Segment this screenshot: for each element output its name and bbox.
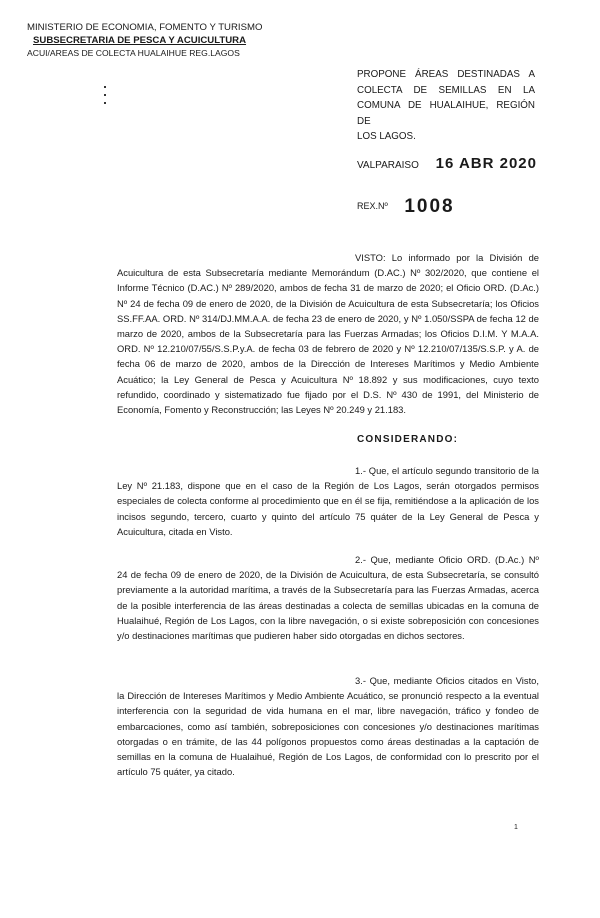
date-line xyxy=(357,155,537,172)
place-name: VALPARAISO xyxy=(357,160,419,171)
subject-line: COLECTA DE SEMILLAS EN LA xyxy=(357,84,535,96)
document-reference: ACUI/AREAS DE COLECTA HUALAIHUE REG.LAGOS xyxy=(27,48,240,58)
considerando-1 xyxy=(117,463,539,539)
subject-line: COMUNA DE HUALAIHUE, REGIÓN DE xyxy=(357,100,535,127)
resolution-number-line xyxy=(357,196,455,218)
margin-marks xyxy=(104,86,108,110)
rex-label: REX.Nº xyxy=(357,201,388,211)
rex-number-stamp: 1008 xyxy=(404,196,455,217)
considerando-heading: CONSIDERANDO: xyxy=(357,434,459,445)
document-subject xyxy=(357,67,535,145)
letterhead xyxy=(27,22,262,60)
considerando-text: 3.- Que, mediante Oficios citados en Visto, la Dirección de Intereses Marítimos y Medio Ambiente Acuático, se pronunció respecto a la eventual interferencia con la seguridad de vida humana en el mar, libre navegación, tráfico y fondeo de embarcaciones, como así también, sobreposiciones con concesiones y/o destinaciones marítimas otorgadas o en trámite, de las 44 polígonos propuestos como áreas destinadas a la captación de semillas en la comuna de Hualaihué, Región de Los Lagos, de conformidad con lo prescrito por el artículo 75 quáter, ya citado. xyxy=(117,675,539,778)
subject-line: LOS LAGOS. xyxy=(357,131,416,142)
date-stamp: 16 ABR 2020 xyxy=(435,155,537,172)
considerando-text: 2.- Que, mediante Oficio ORD. (D.Ac.) Nº 24 de fecha 09 de enero de 2020, de la División de Acuicultura, de esta Subsecretaría, se consultó previamente a la autoridad marítima, a través de la Subsecretaría para las Fuerzas Armadas, acerca de la posible interferencia de las áreas destinadas a colecta de semillas ubicadas en la comuna de Hualaihué, Región de Los Lagos, con la libre navegación, o si existe sobreposición con concesiones y/o destinaciones marítimas que pudieren haber sido otorgadas en dichos sectores. xyxy=(117,554,539,642)
visto-text: VISTO: Lo informado por la División de Acuicultura de esta Subsecretaría mediante Memorándum (D.AC.) Nº 302/2020, que contiene el Informe Técnico (D.AC.) Nº 289/2020, ambos de fecha 31 de marzo de 2020; el Oficio ORD. (D.Ac.) Nº 24 de fecha 09 de enero de 2020, de la División de Acuicultura de esta Subsecretaría; los Oficios SS.FF.AA. ORD. Nº 314/DJ.MM.A.A. de fecha 23 de enero de 2020, y Nº 1.050/SSPA de fecha 12 de marzo de 2020, ambos de la Subsecretaría para las Fuerzas Armadas; los Oficios D.I.M. Y M.A.A. ORD. Nº 12.210/07/55/S.S.P.y.A. de fecha 03 de febrero de 2020 y Nº 12.210/07/135/S.S.P. y A. de fecha 06 de marzo de 2020, ambos de la Dirección de Intereses Marítimos y Medio Ambiente Acuático; la Ley General de Pesca y Acuicultura Nº 18.892 y sus modificaciones, cuyo texto refundido, coordinado y sistematizado fue fijado por el D.S. Nº 430 de 1991, del Ministerio de Economía, Fomento y Reconstrucción; las Leyes Nº 20.249 y 21.183. xyxy=(117,252,539,416)
subsecretaria-name: SUBSECRETARIA DE PESCA Y ACUICULTURA xyxy=(33,34,247,46)
ministry-name: MINISTERIO DE ECONOMIA, FOMENTO Y TURISMO xyxy=(27,22,263,33)
page-number: 1 xyxy=(514,824,518,831)
subject-line: PROPONE ÁREAS DESTINADAS A xyxy=(357,69,535,80)
considerando-text: 1.- Que, el artículo segundo transitorio de la Ley Nº 21.183, dispone que en el caso de la Región de Los Lagos, serán otorgados permisos especiales de colecta conforme al procedimiento que en él se fija, remitiéndose a la aplicación de los incisos segundo, tercero, cuarto y quinto del artículo 75 quáter de la Ley General de Pesca y Acuicultura, citada en Visto. xyxy=(117,465,539,537)
visto-paragraph xyxy=(117,250,539,417)
considerando-3 xyxy=(117,673,539,779)
considerando-2 xyxy=(117,552,539,643)
